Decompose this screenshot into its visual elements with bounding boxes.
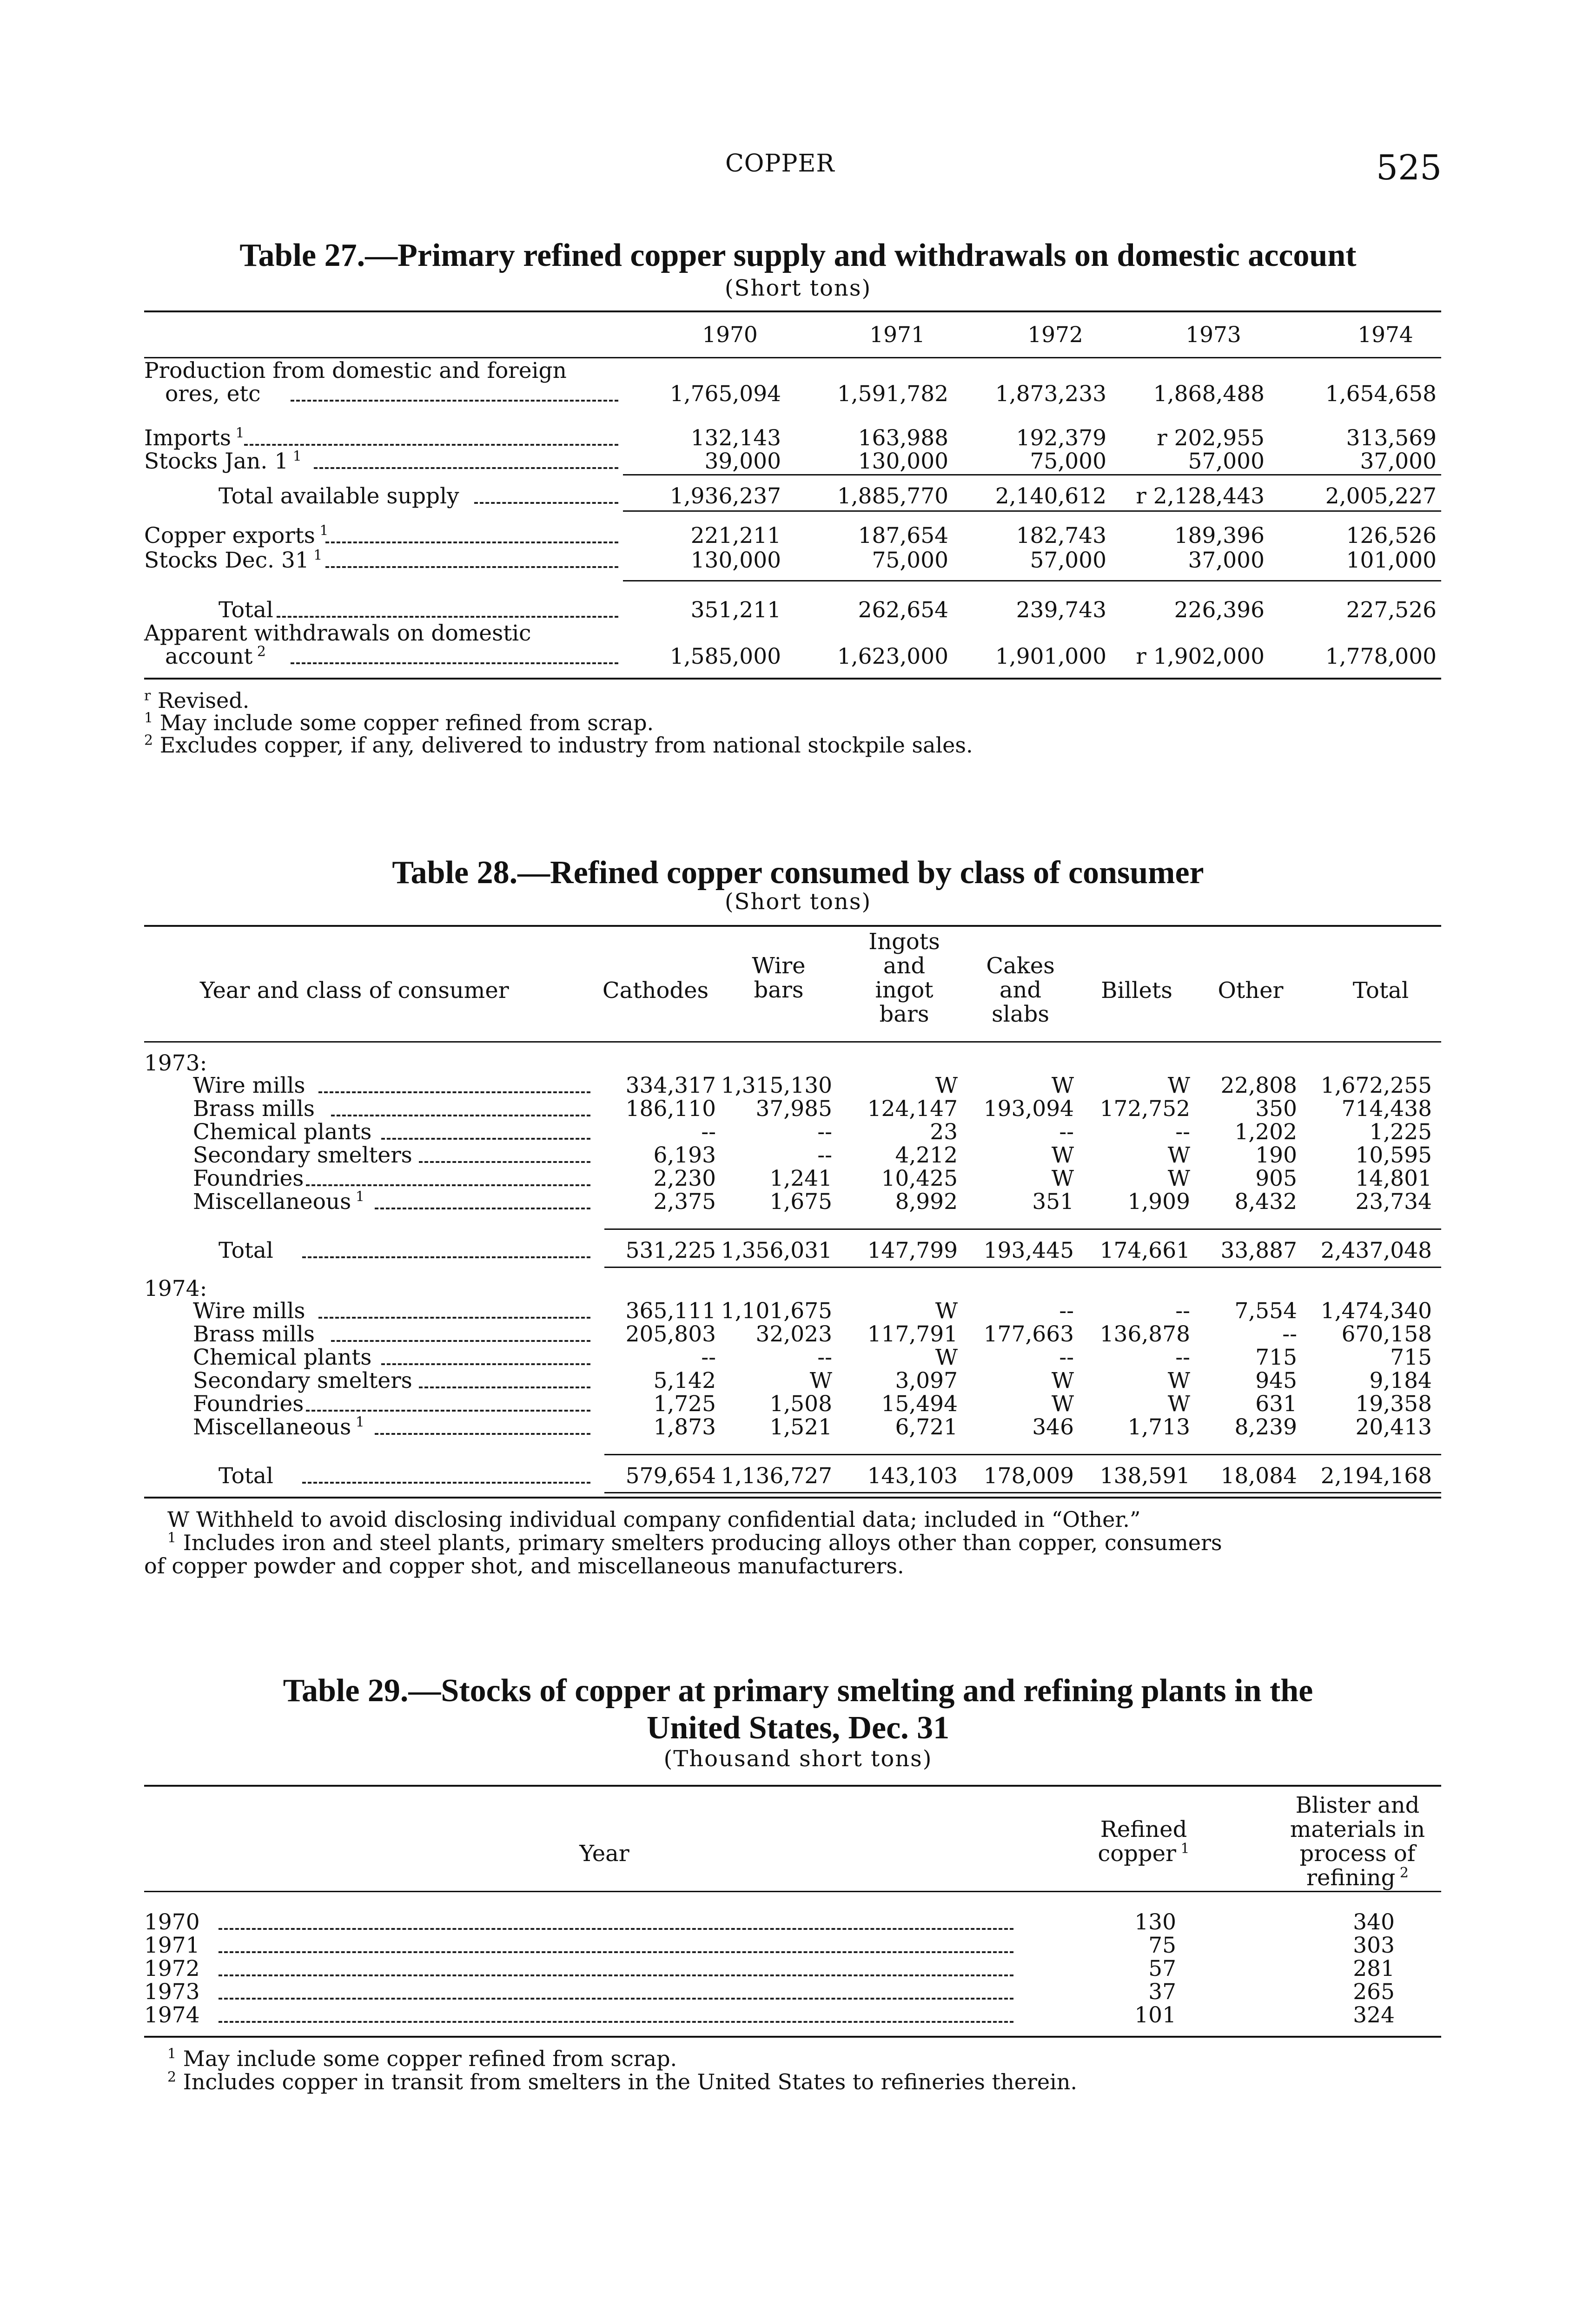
data-cell: 192,379	[1016, 425, 1106, 451]
data-cell: 1,672,255	[1320, 1073, 1432, 1098]
leader-dots	[244, 444, 618, 446]
footnote: $^2$ Includes copper in transit from smelters in the United States to refineries therein.	[167, 2069, 1078, 2094]
row-label: Chemical plants	[193, 1345, 372, 1370]
leader-dots	[291, 400, 618, 402]
data-cell: 57,000	[1188, 449, 1265, 474]
data-cell: 1,591,782	[837, 381, 948, 407]
row-label: Stocks Dec. 31 $^1$	[144, 547, 323, 573]
table-28-unit: (Short tons)	[724, 889, 872, 915]
data-cell: 182,743	[1016, 523, 1106, 548]
data-cell: 189,396	[1174, 523, 1265, 548]
row-label: Miscellaneous $^1$	[193, 1188, 364, 1215]
data-cell: 1,315,130	[721, 1073, 832, 1098]
data-cell: W	[1167, 1391, 1190, 1417]
data-cell: 37,000	[1360, 449, 1437, 474]
year-header: 1972	[1027, 322, 1083, 348]
blister-cell: 303	[1353, 1933, 1395, 1958]
column-header: Ingots and ingot bars	[868, 929, 940, 1027]
data-cell: 132,143	[690, 425, 781, 451]
data-cell: --	[1175, 1345, 1190, 1370]
data-cell: 10,425	[881, 1166, 958, 1191]
total-cell: 174,661	[1099, 1238, 1190, 1263]
total-cell: 531,225	[625, 1238, 716, 1263]
running-title: COPPER	[725, 150, 835, 178]
row-label: account $^2$	[165, 643, 266, 669]
leader-dots	[302, 1482, 590, 1484]
total-cell: 143,103	[867, 1463, 958, 1489]
year-header: 1974	[1358, 322, 1413, 348]
data-cell: 163,988	[858, 425, 948, 451]
data-cell: W	[935, 1298, 958, 1324]
data-cell: W	[1167, 1142, 1190, 1168]
subtotal-rule	[604, 1267, 1441, 1268]
data-cell: --	[1175, 1298, 1190, 1324]
column-header: Year and class of consumer	[200, 977, 509, 1004]
data-cell: r 2,128,443	[1136, 483, 1265, 509]
column-header: Blister and materials in process of refining $^2$	[1290, 1792, 1425, 1891]
data-cell: 23	[930, 1119, 958, 1145]
row-label: Total	[219, 597, 273, 623]
data-cell: 346	[1032, 1414, 1074, 1440]
data-cell: 75,000	[872, 548, 948, 573]
data-cell: 715	[1255, 1345, 1297, 1370]
data-cell: r 202,955	[1157, 425, 1265, 451]
row-label: Chemical plants	[193, 1119, 372, 1145]
data-cell: 2,140,612	[995, 483, 1106, 509]
data-cell: 37,985	[755, 1096, 832, 1122]
data-cell: 186,110	[625, 1096, 716, 1122]
refined-cell: 75	[1148, 1933, 1176, 1958]
total-cell: 1,136,727	[721, 1463, 832, 1489]
data-cell: W	[1167, 1368, 1190, 1393]
footnote: $^r$ Revised.	[144, 687, 250, 713]
data-cell: 1,936,237	[669, 483, 781, 509]
data-cell: 187,654	[858, 523, 948, 548]
data-cell: 19,358	[1355, 1391, 1432, 1417]
table-29-title-line2: United States, Dec. 31	[646, 1710, 950, 1746]
data-cell: 1,508	[769, 1391, 832, 1417]
footnote: $^1$ Includes iron and steel plants, primary smelters producing alloys other than copper, consumers	[167, 1530, 1222, 1555]
data-cell: 1,778,000	[1325, 644, 1437, 669]
leader-dots	[325, 541, 618, 543]
data-cell: W	[1051, 1391, 1074, 1417]
data-cell: W	[1167, 1073, 1190, 1098]
data-cell: W	[809, 1368, 832, 1393]
data-cell: 130,000	[690, 548, 781, 573]
total-cell: 18,084	[1220, 1463, 1297, 1489]
data-cell: 670,158	[1341, 1321, 1432, 1347]
leader-dots	[291, 662, 618, 664]
total-cell: 1,356,031	[721, 1238, 832, 1263]
data-cell: r 1,902,000	[1136, 644, 1265, 669]
table-27-title: Table 27.—Primary refined copper supply and withdrawals on domestic account	[239, 238, 1357, 273]
data-cell: 1,623,000	[837, 644, 948, 669]
subtotal-rule	[623, 510, 1441, 512]
year-group-label: 1973:	[144, 1050, 207, 1076]
total-cell: 33,887	[1220, 1238, 1297, 1263]
row-label: Total available supply	[219, 483, 459, 509]
column-header: Refined copper $^1$	[1098, 1816, 1190, 1867]
row-label: Wire mills	[193, 1073, 305, 1098]
data-cell: 22,808	[1220, 1073, 1297, 1098]
footnote: of copper powder and copper shot, and miscellaneous manufacturers.	[144, 1553, 904, 1578]
data-cell: 1,909	[1127, 1189, 1190, 1215]
column-header: Other	[1218, 977, 1284, 1004]
data-cell: --	[817, 1142, 832, 1168]
row-label: Stocks Jan. 1 $^1$	[144, 448, 302, 474]
blister-cell: 281	[1353, 1956, 1395, 1981]
total-cell: 147,799	[867, 1238, 958, 1263]
data-cell: 101,000	[1346, 548, 1437, 573]
data-cell: 334,317	[625, 1073, 716, 1098]
leader-dots	[277, 616, 618, 618]
footnote: $^2$ Excludes copper, if any, delivered to industry from national stockpile sales.	[144, 732, 973, 758]
table-28-title: Table 28.—Refined copper consumed by class of consumer	[392, 855, 1204, 891]
data-cell: --	[1175, 1119, 1190, 1145]
row-label: Foundries	[193, 1391, 304, 1417]
leader-dots	[219, 1928, 1013, 1930]
data-cell: 714,438	[1341, 1096, 1432, 1122]
data-cell: 1,202	[1234, 1119, 1297, 1145]
data-cell: 1,101,675	[721, 1298, 832, 1324]
subtotal-rule	[623, 580, 1441, 581]
data-cell: 1,725	[653, 1391, 716, 1417]
data-cell: 313,569	[1346, 425, 1437, 451]
total-cell: 138,591	[1099, 1463, 1190, 1489]
data-cell: 39,000	[704, 449, 781, 474]
data-cell: W	[1051, 1073, 1074, 1098]
column-header: Wire bars	[752, 953, 806, 1003]
data-cell: 1,521	[769, 1414, 832, 1440]
total-cell: 178,009	[983, 1463, 1074, 1489]
row-label: Total	[219, 1463, 273, 1489]
data-cell: 20,413	[1355, 1414, 1432, 1440]
data-cell: 1,225	[1369, 1119, 1432, 1145]
year-cell: 1972	[144, 1956, 200, 1981]
data-cell: 5,142	[653, 1368, 716, 1393]
data-cell: 1,675	[769, 1189, 832, 1215]
leader-dots	[474, 502, 618, 504]
data-cell: 945	[1255, 1368, 1297, 1393]
data-cell: 57,000	[1030, 548, 1106, 573]
leader-dots	[318, 1091, 590, 1093]
table-29-unit: (Thousand short tons)	[663, 1746, 933, 1772]
leader-dots	[419, 1161, 590, 1163]
leader-dots	[375, 1433, 590, 1435]
table-29-title-line1: Table 29.—Stocks of copper at primary smelting and refining plants in the	[283, 1673, 1313, 1709]
subtotal-rule	[604, 1492, 1441, 1493]
data-cell: W	[1167, 1166, 1190, 1191]
data-cell: 221,211	[690, 523, 781, 548]
leader-dots	[306, 1410, 590, 1412]
refined-cell: 101	[1134, 2002, 1176, 2028]
leader-dots	[325, 566, 618, 568]
year-cell: 1974	[144, 2002, 200, 2028]
data-cell: 136,878	[1099, 1321, 1190, 1347]
data-cell: 2,375	[653, 1189, 716, 1215]
row-label: Production from domestic and foreign	[144, 358, 567, 383]
data-cell: 262,654	[858, 597, 948, 623]
data-cell: 130,000	[858, 449, 948, 474]
data-cell: 1,885,770	[837, 483, 948, 509]
leader-dots	[331, 1115, 590, 1116]
row-label: Apparent withdrawals on domestic	[144, 621, 531, 646]
data-cell: 1,868,488	[1153, 381, 1265, 407]
data-cell: 126,526	[1346, 523, 1437, 548]
data-cell: 8,992	[895, 1189, 958, 1215]
data-cell: 351,211	[690, 597, 781, 623]
data-cell: 631	[1255, 1391, 1297, 1417]
data-cell: --	[817, 1119, 832, 1145]
table-27-unit: (Short tons)	[724, 275, 872, 301]
subtotal-rule	[604, 1454, 1441, 1455]
year-cell: 1970	[144, 1909, 200, 1935]
data-cell: --	[701, 1345, 716, 1370]
column-header: Billets	[1101, 977, 1172, 1004]
data-cell: 190	[1255, 1142, 1297, 1168]
data-cell: 1,873	[653, 1414, 716, 1440]
leader-dots	[219, 1998, 1013, 2000]
blister-cell: 265	[1353, 1979, 1395, 2005]
year-cell: 1971	[144, 1933, 200, 1958]
row-label: Copper exports $^1$	[144, 522, 329, 548]
data-cell: 1,901,000	[995, 644, 1106, 669]
data-cell: 124,147	[867, 1096, 958, 1122]
column-header: Cakes and slabs	[986, 953, 1055, 1027]
data-cell: 227,526	[1346, 597, 1437, 623]
row-label: ores, etc	[165, 381, 261, 407]
data-cell: 239,743	[1016, 597, 1106, 623]
data-cell: 10,595	[1355, 1142, 1432, 1168]
data-cell: 6,721	[895, 1414, 958, 1440]
total-cell: 579,654	[625, 1463, 716, 1489]
data-cell: --	[701, 1119, 716, 1145]
refined-cell: 37	[1148, 1979, 1176, 2005]
data-cell: 2,005,227	[1325, 483, 1437, 509]
row-label: Foundries	[193, 1166, 304, 1191]
data-cell: 1,474,340	[1320, 1298, 1432, 1324]
data-cell: 7,554	[1234, 1298, 1297, 1324]
leader-dots	[219, 2021, 1013, 2023]
data-cell: W	[935, 1345, 958, 1370]
blister-cell: 340	[1353, 1909, 1395, 1935]
leader-dots	[381, 1138, 590, 1140]
leader-dots	[314, 467, 618, 469]
data-cell: 205,803	[625, 1321, 716, 1347]
data-cell: 172,752	[1099, 1096, 1190, 1122]
leader-dots	[318, 1317, 590, 1319]
data-cell: W	[1051, 1142, 1074, 1168]
data-cell: 1,654,658	[1325, 381, 1437, 407]
data-cell: 8,432	[1234, 1189, 1297, 1215]
data-cell: 351	[1032, 1189, 1074, 1215]
total-cell: 2,194,168	[1320, 1463, 1432, 1489]
data-cell: 1,713	[1127, 1414, 1190, 1440]
year-header: 1971	[869, 322, 925, 348]
data-cell: 117,791	[867, 1321, 958, 1347]
data-cell: W	[1051, 1166, 1074, 1191]
year-group-label: 1974:	[144, 1276, 207, 1301]
leader-dots	[306, 1184, 590, 1186]
data-cell: 1,765,094	[669, 381, 781, 407]
row-label: Secondary smelters	[193, 1368, 412, 1393]
subtotal-rule	[604, 1228, 1441, 1230]
column-header: Total	[1352, 977, 1409, 1004]
year-header: 1973	[1185, 322, 1241, 348]
data-cell: 193,094	[983, 1096, 1074, 1122]
data-cell: 177,663	[983, 1321, 1074, 1347]
row-label: Secondary smelters	[193, 1142, 412, 1168]
data-cell: 75,000	[1030, 449, 1106, 474]
data-cell: 23,734	[1355, 1189, 1432, 1215]
row-label: Imports $^1$	[144, 425, 245, 451]
column-header: Cathodes	[602, 977, 709, 1004]
subtotal-rule	[623, 474, 1441, 475]
year-cell: 1973	[144, 1979, 200, 2005]
blister-cell: 324	[1353, 2002, 1395, 2028]
data-cell: 350	[1255, 1096, 1297, 1122]
data-cell: 37,000	[1188, 548, 1265, 573]
data-cell: 905	[1255, 1166, 1297, 1191]
data-cell: 32,023	[755, 1321, 832, 1347]
data-cell: 4,212	[895, 1142, 958, 1168]
data-cell: 14,801	[1355, 1166, 1432, 1191]
leader-dots	[331, 1340, 590, 1342]
total-cell: 193,445	[983, 1238, 1074, 1263]
leader-dots	[381, 1363, 590, 1365]
row-label: Brass mills	[193, 1321, 315, 1347]
total-cell: 2,437,048	[1320, 1238, 1432, 1263]
data-cell: --	[817, 1345, 832, 1370]
data-cell: 15,494	[881, 1391, 958, 1417]
data-cell: --	[1059, 1119, 1074, 1145]
data-cell: 3,097	[895, 1368, 958, 1393]
data-cell: 715	[1390, 1345, 1432, 1370]
data-cell: --	[1059, 1345, 1074, 1370]
data-cell: 1,241	[769, 1166, 832, 1191]
footnote: W Withheld to avoid disclosing individual company confidential data; included in “Other.”	[167, 1507, 1141, 1532]
data-cell: --	[1282, 1321, 1297, 1347]
row-label: Wire mills	[193, 1298, 305, 1324]
row-label: Miscellaneous $^1$	[193, 1414, 364, 1440]
row-label: Total	[219, 1238, 273, 1263]
data-cell: 1,585,000	[669, 644, 781, 669]
leader-dots	[302, 1256, 590, 1258]
data-cell: 365,111	[625, 1298, 716, 1324]
leader-dots	[375, 1208, 590, 1209]
year-header: 1970	[702, 322, 758, 348]
page-number: 525	[1376, 148, 1442, 188]
data-cell: 8,239	[1234, 1414, 1297, 1440]
footnote: $^1$ May include some copper refined from scrap.	[167, 2046, 677, 2071]
leader-dots	[219, 1974, 1013, 1976]
data-cell: W	[1051, 1368, 1074, 1393]
data-cell: --	[1059, 1298, 1074, 1324]
leader-dots	[419, 1386, 590, 1388]
data-cell: 6,193	[653, 1142, 716, 1168]
data-cell: W	[935, 1073, 958, 1098]
data-cell: 2,230	[653, 1166, 716, 1191]
column-header: Year	[579, 1841, 629, 1867]
footnote: $^1$ May include some copper refined from scrap.	[144, 710, 654, 735]
data-cell: 226,396	[1174, 597, 1265, 623]
row-label: Brass mills	[193, 1096, 315, 1122]
refined-cell: 57	[1148, 1956, 1176, 1981]
refined-cell: 130	[1134, 1909, 1176, 1935]
data-cell: 1,873,233	[995, 381, 1106, 407]
leader-dots	[219, 1951, 1013, 1953]
data-cell: 9,184	[1369, 1368, 1432, 1393]
